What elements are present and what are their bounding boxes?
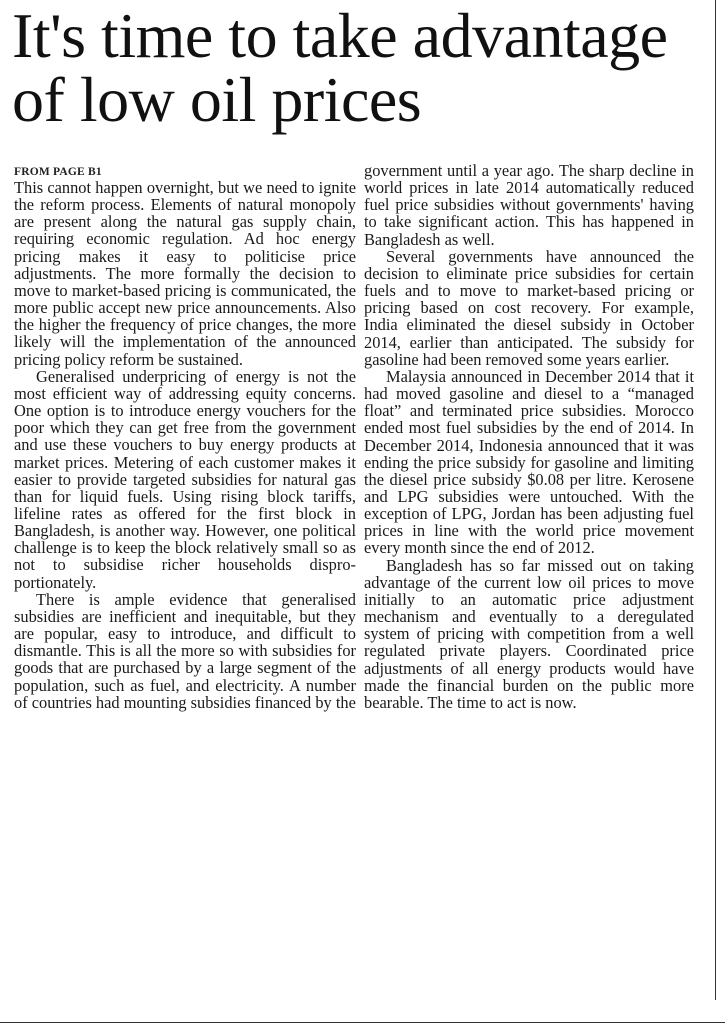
paragraph: Malaysia announced in December 2014 that it had moved gasoline and diesel to a “managed float” and terminated price subsidies. Morocco ended most fuel subsidies by the end of 2014. In December 2014, Indonesia announced that it was ending the price subsidy for gasoline and limiting the diesel price subsidy $0.08 per litre. Kerosene and LPG subsidies were untouched. With the exception of LPG, Jordan has been adjusting fuel prices in line with the world price movement every month since the end of 2012. <box>364 366 694 558</box>
kicker-from-page: FROM PAGE B1 <box>14 166 102 178</box>
left-column <box>14 165 356 711</box>
paragraph: This cannot happen overnight, but we need to ignite the reform process. Elements of natural monopoly are present along the natural gas supply chain, requiring economic regulation. Ad hoc energy pricing makes it easy to politicise price adjustments. The more formally the decision to move to market-based pricing is communicated, the more public accept new price announcements. Also the higher the frequency of price changes, the more likely will the implementation of the announced pricing policy reform be sustained. <box>14 178 356 369</box>
paragraph: There is ample evidence that generalised subsidies are inefficient and inequitable, but they are popular, easy to introduce, and difficult to dismantle. This is all the more so with subsidies for goods that are purchased by a large segment of the population, such as fuel, and electricity. A number of countries had mounting subsidies financed by the <box>14 589 356 712</box>
bottom-rule <box>0 1022 725 1023</box>
column-divider-rule <box>715 0 716 1000</box>
paragraph: Generalised underpricing of energy is not the most efficient way of addressing equity concerns. One option is to introduce energy vouchers for the poor which they can get free from the government and use these vouchers to buy energy products at market prices. Metering of each customer makes it easier to provide targeted subsidies for natural gas than for liquid fuels. Using rising block tariffs, lifeline rates as offered for the first block in Bangladesh, is another way. However, one political challenge is to keep the block relatively small so as not to subsidise richer households disproportionately. <box>14 366 356 592</box>
paragraph: Several governments have announced the decision to eliminate price subsidies for certain fuels and to move to market-based pricing or pricing based on cost recovery. For example, India eliminated the diesel subsidy in October 2014, earlier than anticipated. The subsidy for gasoline had been removed some years earlier. <box>364 246 694 369</box>
paragraph: government until a year ago. The sharp decline in world prices in late 2014 automatically reduced fuel price subsidies without governments' having to take significant action. This has happened in Bangladesh as well. <box>364 161 694 249</box>
right-column <box>364 162 694 711</box>
headline: It's time to take advantage of low oil prices <box>12 0 668 135</box>
paragraph: Bangladesh has so far missed out on taking advantage of the current low oil prices to move initially to an automatic price adjustment mechanism and eventually to a deregulated system of pricing with competition from a well regulated private players. Coordinated price adjustments of all energy products would have made the financial burden on the public more bearable. The time to act is now. <box>364 555 694 712</box>
